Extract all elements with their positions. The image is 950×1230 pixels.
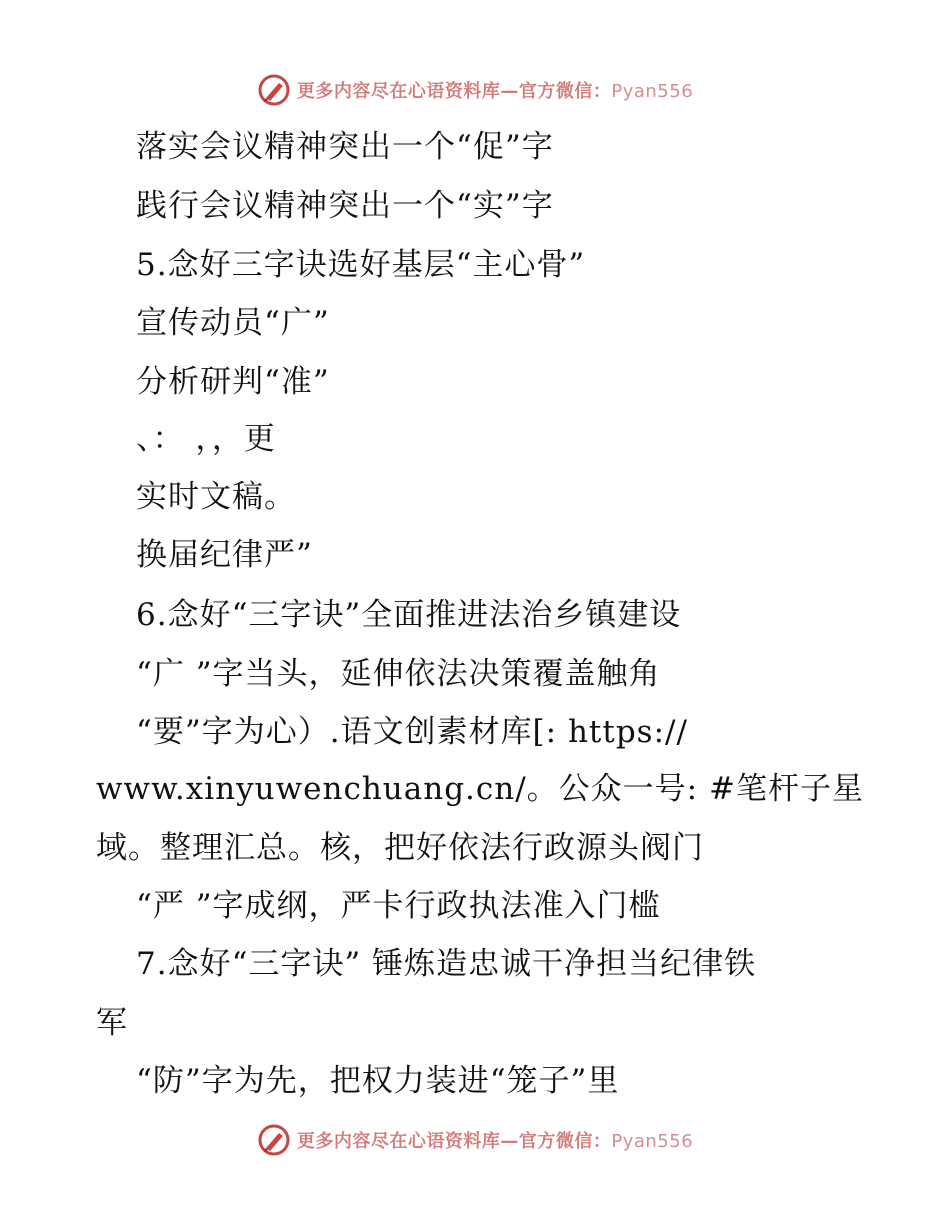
text-line: “广 ”字当头，延伸依法决策覆盖触角 bbox=[136, 656, 661, 692]
watermark-wechat-id: Pyan556 bbox=[611, 81, 694, 102]
watermark-text bbox=[297, 77, 693, 103]
text-line: 践行会议精神突出一个“实”字 bbox=[136, 188, 554, 224]
text-line: 5.念好三字诀选好基层“主心骨” bbox=[136, 247, 586, 283]
text-line: 6.念好“三字诀”全面推进法治乡镇建设 bbox=[136, 597, 682, 633]
text-line: 宣传动员“广” bbox=[136, 305, 330, 341]
text-line: 落实会议精神突出一个“促”字 bbox=[136, 129, 554, 165]
text-line: “防”字为先，把权力装进“笼子”里 bbox=[136, 1063, 620, 1099]
text-line: 实时文稿。 bbox=[136, 479, 296, 515]
pen-logo-icon bbox=[257, 1123, 291, 1157]
header-watermark bbox=[0, 70, 950, 110]
text-line: 分析研判“准” bbox=[136, 364, 330, 400]
footer-watermark bbox=[0, 1120, 950, 1160]
watermark-text bbox=[297, 1127, 693, 1153]
watermark-wechat-id: Pyan556 bbox=[611, 1131, 694, 1152]
pen-logo-icon bbox=[257, 73, 291, 107]
text-line: “要”字为心）.语文创素材库[: https:// bbox=[136, 714, 688, 750]
text-line: 换届纪律严” bbox=[136, 537, 313, 573]
watermark-cn: 更多内容尽在心语资料库—官方微信： bbox=[296, 81, 612, 102]
text-line: www.xinyuwenchuang.cn/。公众一号: #笔杆子星 bbox=[96, 771, 864, 807]
text-line: 7.念好“三字诀” 锤炼造忠诚干净担当纪律铁 bbox=[136, 946, 757, 982]
text-line: 、： ，，更 bbox=[136, 421, 276, 457]
watermark-cn: 更多内容尽在心语资料库—官方微信： bbox=[296, 1131, 612, 1152]
text-line: 军 bbox=[96, 1005, 128, 1041]
text-line: “严 ”字成纲，严卡行政执法准入门槛 bbox=[136, 888, 661, 924]
text-line: 域。整理汇总。核，把好依法行政源头阀门 bbox=[96, 830, 704, 866]
